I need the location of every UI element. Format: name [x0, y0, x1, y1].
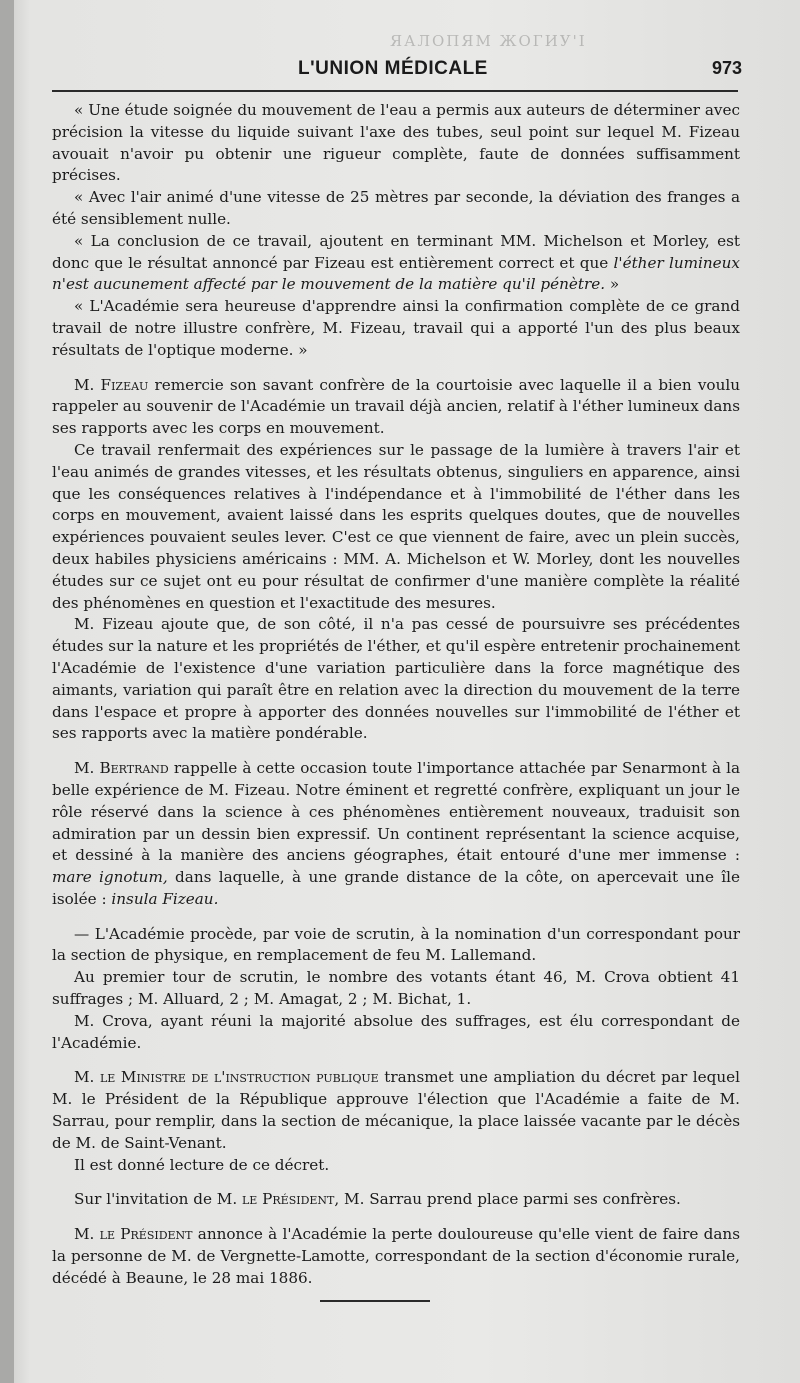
paragraph: Il est donné lecture de ce décret. — [74, 1155, 330, 1174]
paragraph: « Une étude soignée du mouvement de l'eau a permis aux auteurs de déterminer avec précision la vitesse du liquide suivant l'axe des tubes, seul point sur lequel M. Fizeau avouait n'avoir pu obtenir une rigueur complète, faute de données suffisamment précises. — [52, 101, 740, 185]
paragraph: « La conclusion de ce travail, ajoutent en terminant MM. Michelson et Morley, est donc que le résultat annoncé par Fizeau est entièrement correct et que l'éther lumineux n'est aucunement affecté par le mouvement de la matière qu'il pénètre. » — [52, 231, 740, 294]
speaker-name: M. Bertrand — [74, 759, 169, 778]
paragraph: M. Bertrand rappelle à cette occasion toute l'importance attachée par Senarmont à la belle expérience de M. Fizeau. Notre éminent et regretté confrère, expliquant un jour le rôle réservé dans la science à ces phénomènes entièrement nouveaux, traduisit son admiration par un dessin bien expressif. Un continent représentant la science acquise, et dessiné à la manière des anciens géographes, était entouré d'une mer immense : mare ignotum, dans laquelle, à une grande distance de la côte, on apercevait une île isolée : insula Fizeau. — [52, 759, 741, 908]
paragraph: Au premier tour de scrutin, le nombre des votants étant 46, M. Crova obtient 41 suffrages ; M. Alluard, 2 ; M. Amagat, 2 ; M. Bichat, 1. — [52, 968, 740, 1009]
header-rule — [52, 90, 738, 92]
paragraph: — L'Académie procède, par voie de scrutin, à la nomination d'un correspondant pour la section de physique, en remplacement de feu M. Lallemand. — [52, 924, 740, 965]
bleed-through-text: ЯАЛОПЯМ ЖОГИУ'І — [390, 32, 587, 50]
paragraph: « Avec l'air animé d'une vitesse de 25 mètres par seconde, la déviation des franges a été sensiblement nulle. — [52, 188, 740, 228]
paragraph: M. le Ministre de l'instruction publique transmet une ampliation du décret par lequel M. le Président de la République approuve l'élection que l'Académie a faite de M. Sarrau, pour remplir, dans la section de mécanique, la place laissée vacante par le décès de M. de Saint-Venant. — [52, 1068, 740, 1152]
section-end-rule — [320, 1300, 430, 1302]
speaker-name: M. le Ministre de l'instruction publique — [74, 1068, 379, 1087]
paragraph: M. Fizeau remercie son savant confrère de la courtoisie avec laquelle il a bien voulu rappeler au souvenir de l'Académie un travail déjà ancien, relatif à l'éther lumineux dans ses rapports avec les corps en mouvement. — [52, 375, 740, 438]
speaker-name: le Président — [242, 1190, 335, 1209]
article-body — [52, 100, 740, 1290]
paragraph: M. Crova, ayant réuni la majorité absolue des suffrages, est élu correspondant de l'Académie. — [52, 1011, 740, 1052]
paragraph: « L'Académie sera heureuse d'apprendre ainsi la confirmation complète de ce grand travail de notre illustre confrère, M. Fizeau, travail qui a apporté l'un des plus beaux résultats de l'optique moderne. » — [52, 297, 740, 359]
paragraph: Ce travail renfermait des expériences sur le passage de la lumière à travers l'air et l'eau animés de grandes vitesses, et les résultats obtenus, singuliers en apparence, ainsi que les conséquences relatives à l'indépendance et à l'immobilité de l'éther dans les corps en mouvement, avaient laissé dans les esprits quelques doutes, que de nouvelles expériences pouvaient seules lever. C'est ce que viennent de faire, avec un plein succès, deux habiles physiciens américains : MM. A. Michelson et W. Morley, dont les nouvelles études sur ce sujet ont eu pour résultat de confirmer d'une manière complète la réalité des phénomènes en question et l'exactitude des mesures. — [52, 440, 740, 612]
paragraph: M. Fizeau ajoute que, de son côté, il n'a pas cessé de poursuivre ses précédentes études sur la nature et les propriétés de l'éther, et qu'il espère entretenir prochainement l'Académie de l'existence d'une variation particulière dans la force magnétique des aimants, variation qui paraît être en relation avec la direction du mouvement de la terre dans l'espace et propre à apporter des données nouvelles sur l'immobilité de l'éther et ses rapports avec la matière pondérable. — [52, 615, 740, 743]
page-number: 973 — [711, 58, 742, 78]
running-header — [52, 58, 742, 84]
speaker-name: M. Fizeau — [74, 375, 149, 394]
speaker-name: M. le Président — [74, 1225, 193, 1244]
journal-title: L'UNION MÉDICALE — [298, 58, 488, 79]
scan-edge — [0, 0, 14, 1383]
paragraph: Sur l'invitation de M. le Président, M. Sarrau prend place parmi ses confrères. — [74, 1190, 681, 1209]
paragraph: M. le Président annonce à l'Académie la perte douloureuse qu'elle vient de faire dans la personne de M. de Vergnette-Lamotte, correspondant de la section d'économie rurale, décédé à Beaune, le 28 mai 1886. — [52, 1225, 741, 1287]
